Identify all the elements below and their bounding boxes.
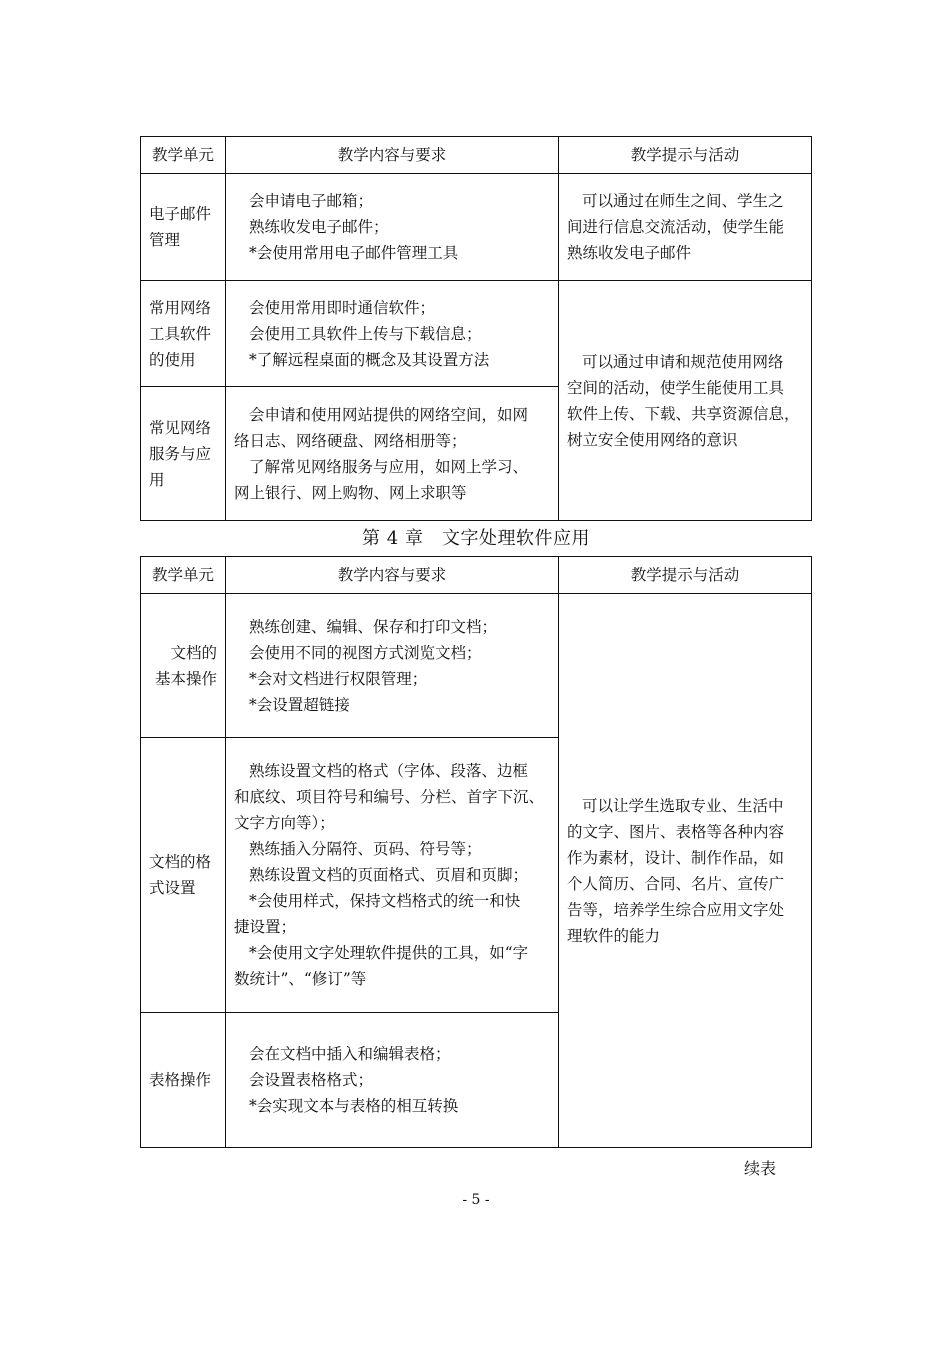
content-line: *会对文档进行权限管理； (249, 669, 428, 688)
content-line: 会使用不同的视图方式浏览文档； (249, 643, 482, 662)
content-cell (226, 738, 559, 1013)
content-line: 捷设置； (234, 918, 297, 936)
unit-line: 常见网络 (149, 418, 212, 437)
tips-line: 个人简历、合同、名片、宣传广 (567, 874, 785, 893)
content-line: 网上银行、网上购物、网上求职等 (234, 483, 467, 502)
tips-line: 熟练收发电子邮件 (567, 244, 692, 262)
content-line: 会设置表格格式； (249, 1071, 374, 1089)
page-number: - 5 - (462, 1192, 490, 1208)
content-line: *会设置超链接 (249, 695, 350, 714)
content-cell (226, 174, 559, 281)
unit-cell (141, 281, 226, 387)
table-header-row (141, 557, 812, 594)
content-line: 熟练收发电子邮件； (249, 218, 389, 236)
syllabus-table-network (140, 136, 812, 521)
content-cell (226, 387, 559, 521)
unit-cell (141, 738, 226, 1013)
unit-cell (141, 387, 226, 521)
content-line: *会使用文字处理软件提供的工具，如“字 (249, 944, 529, 962)
tips-line: 的文字、图片、表格等各种内容 (567, 822, 785, 841)
unit-line: 管理 (149, 231, 181, 249)
header-unit: 教学单元 (141, 137, 226, 174)
tips-line: 树立安全使用网络的意识 (567, 430, 738, 449)
tips-line: 软件上传、下载、共享资源信息， (567, 404, 800, 423)
header-unit: 教学单元 (141, 557, 226, 594)
table-row (141, 594, 812, 738)
chapter-title: 第 4 章 文字处理软件应用 (362, 528, 590, 549)
content-line: 会使用工具软件上传与下载信息； (249, 324, 482, 343)
unit-line: 式设置 (149, 879, 196, 897)
tips-line: 理软件的能力 (567, 926, 661, 945)
content-line: *了解远程桌面的概念及其设置方法 (249, 350, 490, 369)
content-line: 文字方向等）； (234, 814, 335, 832)
content-line: 熟练设置文档的页面格式、页眉和页脚； (249, 866, 529, 884)
tips-line: 可以让学生选取专业、生活中 (582, 796, 784, 815)
content-line: *会使用常用电子邮件管理工具 (249, 244, 459, 262)
tips-line: 可以通过在师生之间、学生之 (582, 192, 784, 210)
unit-line: 的使用 (149, 350, 196, 369)
unit-line: 基本操作 (154, 669, 217, 688)
unit-cell (141, 174, 226, 281)
content-line: 会使用常用即时通信软件； (249, 298, 436, 317)
content-line: 熟练创建、编辑、保存和打印文档； (249, 617, 498, 636)
tips-line: 空间的活动，使学生能使用工具 (567, 378, 785, 397)
unit-line: 表格操作 (149, 1071, 212, 1089)
tips-line: 作为素材，设计、制作作品，如 (567, 848, 785, 867)
unit-line: 工具软件 (149, 324, 212, 343)
header-content: 教学内容与要求 (226, 557, 559, 594)
table-row (141, 174, 812, 281)
tips-line: 可以通过申请和规范使用网络 (582, 352, 784, 371)
unit-line: 文档的格 (149, 853, 212, 871)
content-cell (226, 1013, 559, 1148)
content-line: 会申请和使用网站提供的网络空间，如网 (249, 405, 529, 424)
unit-cell (141, 594, 226, 738)
content-cell (226, 594, 559, 738)
syllabus-table-word-processing (140, 556, 812, 1148)
unit-line: 用 (149, 470, 165, 489)
table-row (141, 281, 812, 387)
tips-line: 告等，培养学生综合应用文字处 (567, 900, 785, 919)
continued-label: 续表 (744, 1159, 777, 1178)
tips-line: 间进行信息交流活动，使学生能 (567, 218, 785, 236)
tips-cell (559, 174, 812, 281)
unit-line: 常用网络 (149, 298, 212, 317)
content-cell (226, 281, 559, 387)
content-line: 了解常见网络服务与应用，如网上学习、 (249, 457, 529, 476)
table-header-row (141, 137, 812, 174)
content-line: *会实现文本与表格的相互转换 (249, 1097, 459, 1115)
content-line: 和底纹、项目符号和编号、分栏、首字下沉、 (234, 788, 545, 806)
tips-cell-merged (559, 594, 812, 1148)
content-line: *会使用样式，保持文档格式的统一和快 (249, 892, 521, 910)
content-line: 会申请电子邮箱； (249, 192, 374, 210)
unit-cell (141, 1013, 226, 1148)
content-line: 络日志、网络硬盘、网络相册等； (234, 431, 467, 450)
content-line: 熟练插入分隔符、页码、符号等； (249, 840, 482, 858)
content-line: 会在文档中插入和编辑表格； (249, 1045, 451, 1063)
unit-line: 文档的 (170, 643, 217, 662)
header-tips: 教学提示与活动 (559, 557, 812, 594)
header-content: 教学内容与要求 (226, 137, 559, 174)
content-line: 数统计”、“修订”等 (234, 970, 367, 988)
unit-line: 服务与应 (149, 444, 212, 463)
tips-cell-merged (559, 281, 812, 521)
header-tips: 教学提示与活动 (559, 137, 812, 174)
content-line: 熟练设置文档的格式（字体、段落、边框 (249, 762, 529, 780)
unit-line: 电子邮件 (149, 205, 212, 223)
